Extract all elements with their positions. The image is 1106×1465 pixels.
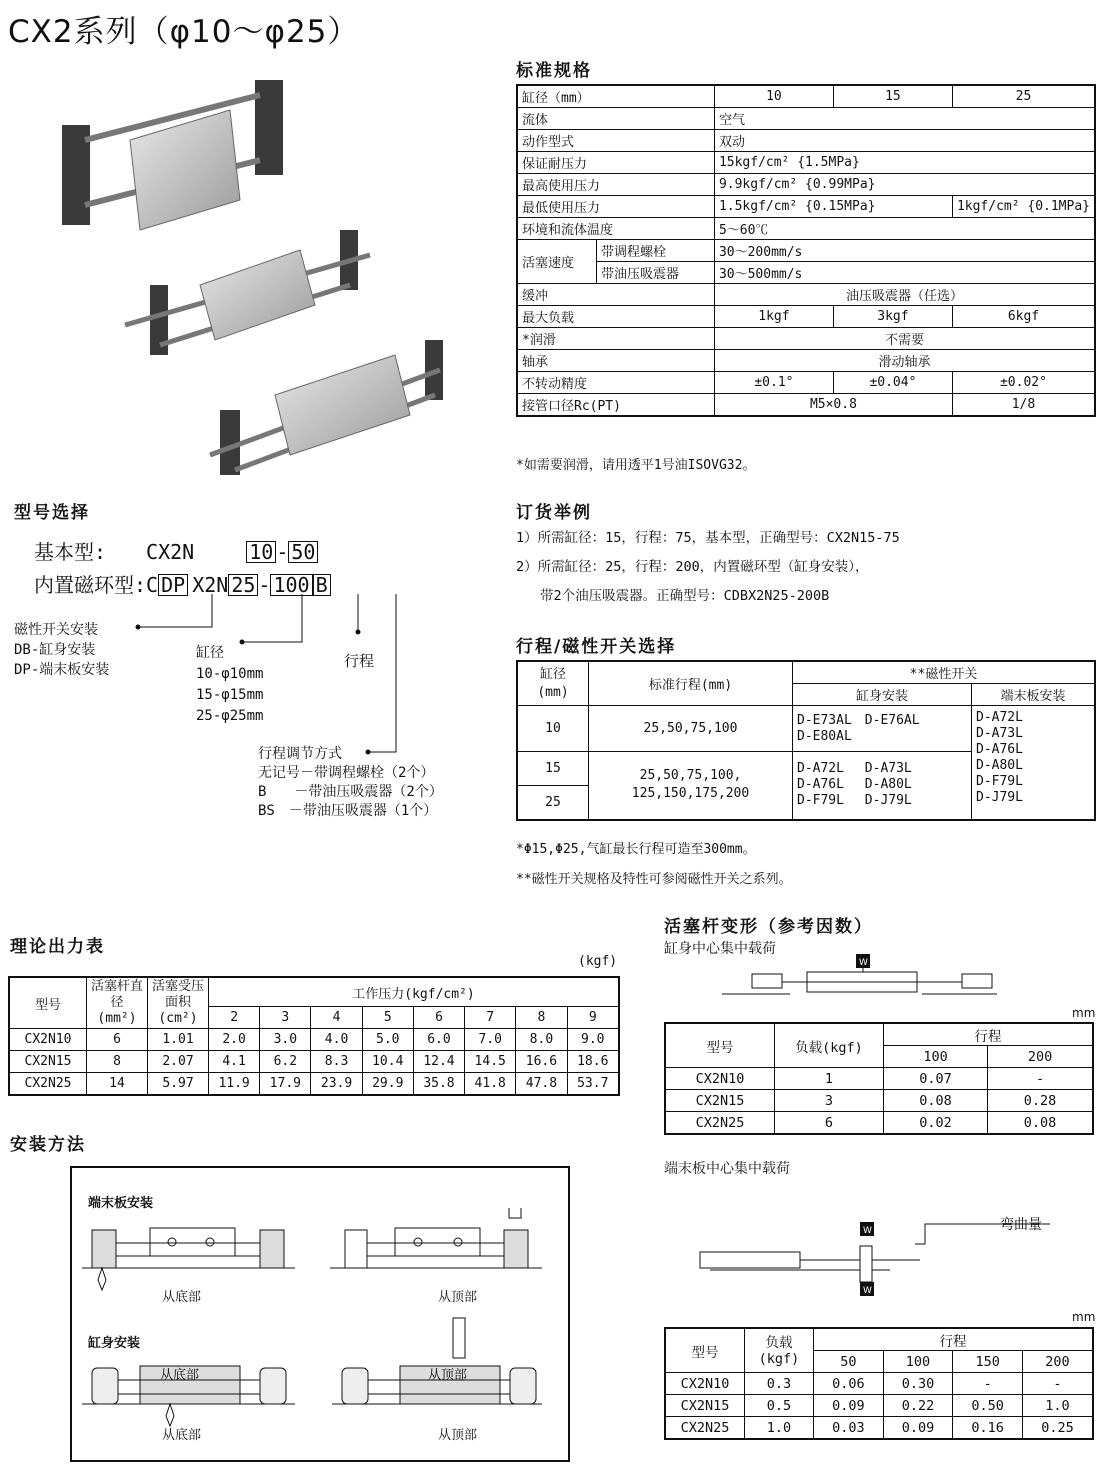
label-end-from-top: 从顶部 — [438, 1290, 478, 1305]
bend-label: 弯曲量 — [1000, 1217, 1042, 1233]
order-heading: 订货举例 — [516, 503, 592, 523]
deform-table-1 — [664, 1022, 1094, 1135]
table-row: CX2N10 6 1.01 2.0 3.0 4.0 5.0 6.0 7.0 8.0 9.0 — [9, 1029, 619, 1051]
cylinder-image-3 — [210, 340, 443, 475]
force-unit: (kgf) — [578, 954, 618, 969]
table-row: 最高使用压力 9.9kgf/cm² {0.99MPa} — [517, 174, 1095, 196]
stroke-note-2: **磁性开关规格及特性可参阅磁性开关之系列。 — [516, 872, 792, 887]
table-row: CX2N15 0.5 0.09 0.22 0.50 1.0 — [665, 1395, 1093, 1417]
table-row: CX2N25 1.0 0.03 0.09 0.16 0.25 — [665, 1417, 1093, 1440]
adjust-legend: 行程调节方式 无记号－带调程螺栓（2个） B －带油压吸震器（2个） BS －带油压吸震器（1个） — [258, 746, 443, 819]
table-row: 活塞速度 带调程螺栓 30～200mm/s — [517, 240, 1095, 262]
svg-text:W: W — [863, 1286, 872, 1296]
table-row: 25 — [517, 786, 1095, 820]
label-body-from-bottom: 从底部 — [162, 1428, 202, 1443]
model-leader-lines — [130, 592, 410, 762]
label-body-from-top: 从顶部 — [438, 1428, 478, 1443]
label-body-inner-bottom: 从底部 — [160, 1368, 200, 1383]
table-row: 型号 活塞杆直径(mm²) 活塞受压面积(cm²) 工作压力(kgf/cm²) — [9, 977, 619, 1007]
table-row: 动作型式 双动 — [517, 130, 1095, 152]
table-row: 15 25,50,75,100, 125,150,175,200 D-A72L D-A73L D-A76L D-A80L D-F79L D-J79L — [517, 752, 1095, 786]
bore-legend: 缸径 10-φ10mm 15-φ15mm 25-φ25mm — [196, 645, 264, 724]
table-row: CX2N15 3 0.08 0.28 — [665, 1090, 1093, 1112]
table-row: CX2N15 8 2.07 4.1 6.2 8.3 10.4 12.4 14.5 16.6 18.6 — [9, 1051, 619, 1073]
stroke-switch-table — [516, 660, 1096, 821]
table-row: 10 25,50,75,100 D-E73AL D-E76AL D-E80AL D-A72L D-A73L D-A76L D-A80L D-F79L D-J79L — [517, 706, 1095, 752]
mount-legend: 磁性开关安装 DB-缸身安装 DP-端末板安装 — [14, 622, 110, 678]
cylinder-image-2 — [125, 230, 370, 355]
table-row: 不转动精度 ±0.1° ±0.04° ±0.02° — [517, 372, 1095, 394]
force-table — [8, 976, 620, 1096]
install-heading: 安装方法 — [10, 1135, 86, 1155]
specs-table — [516, 84, 1096, 417]
specs-note: *如需要润滑，请用透平1号油ISOVG32。 — [516, 458, 756, 473]
force-heading: 理论出力表 — [10, 937, 105, 957]
table-row: 最大负载 1kgf 3kgf 6kgf — [517, 306, 1095, 328]
stroke-heading: 行程/磁性开关选择 — [516, 637, 677, 657]
table-row: 流体 空气 — [517, 108, 1095, 130]
svg-text:W: W — [863, 1226, 872, 1236]
table-row: CX2N10 0.3 0.06 0.30 - - — [665, 1373, 1093, 1395]
table-row: 轴承 滑动轴承 — [517, 350, 1095, 372]
table-row: CX2N10 1 0.07 - — [665, 1068, 1093, 1090]
deform-unit-1: mm — [1072, 1006, 1096, 1020]
cylinder-image-1 — [62, 80, 283, 230]
table-row: 缸径 (mm) 标准行程(mm) **磁性开关 — [517, 661, 1095, 684]
model-heading: 型号选择 — [14, 503, 90, 523]
page-title: CX2系列（φ10～φ25） — [8, 14, 360, 50]
table-row: 2 3 4 5 6 7 8 9 — [9, 1007, 619, 1029]
product-photo — [40, 70, 460, 490]
table-row: *润滑 不需要 — [517, 328, 1095, 350]
deform-heading: 活塞杆变形（参考因数） — [664, 917, 873, 937]
install-body-title: 缸身安装 — [88, 1336, 141, 1351]
basic-model-line: 基本型: CX2N 10 - 50 — [34, 536, 318, 565]
deform-sub2: 端末板中心集中载荷 — [664, 1161, 790, 1177]
deform-diagram-1 — [712, 952, 1012, 1012]
table-row: 接管口径Rc(PT) M5×0.8 1/8 — [517, 394, 1095, 417]
table-row: 缓冲 油压吸震器（任选） — [517, 284, 1095, 306]
table-row: CX2N25 14 5.97 11.9 17.9 23.9 29.9 35.8 41.8 47.8 53.7 — [9, 1073, 619, 1096]
specs-heading: 标准规格 — [516, 61, 592, 81]
deform-diagram-2 — [690, 1220, 1060, 1300]
table-row: 型号 负载(kgf) 行程 — [665, 1023, 1093, 1046]
order-examples: 1）所需缸径：15，行程：75，基本型，正确型号：CX2N15-75 2）所需缸径：25，行程：200，内置磁环型（缸身安装）， 带2个油压吸震器。正确型号：CDBX2N25-200B — [516, 530, 900, 604]
table-row: 环境和流体温度 5～60℃ — [517, 218, 1095, 240]
install-figures — [80, 1208, 560, 1428]
table-row: 带油压吸震器 30～500mm/s — [517, 262, 1095, 284]
table-row: 型号 负载(kgf) 行程 — [665, 1328, 1093, 1351]
label-body-inner-top: 从顶部 — [428, 1368, 468, 1383]
table-row: 缸径（mm） 10 15 25 — [517, 85, 1095, 108]
install-drawing — [70, 1166, 570, 1462]
table-row: 100 200 — [665, 1046, 1093, 1068]
deform-table-2 — [664, 1327, 1094, 1440]
svg-text:W: W — [859, 958, 868, 968]
table-row: 最低使用压力 1.5kgf/cm² {0.15MPa} 1kgf/cm² {0.1MPa} — [517, 196, 1095, 218]
deform-unit-2: mm — [1072, 1310, 1096, 1324]
magnetic-model-line: 内置磁环型:C DP X2N 25 - 100 B — [34, 569, 331, 598]
label-end-from-bottom: 从底部 — [162, 1290, 202, 1305]
install-end-title: 端末板安装 — [88, 1196, 154, 1211]
table-row: CX2N25 6 0.02 0.08 — [665, 1112, 1093, 1135]
table-row: 缸身安装 端末板安装 — [517, 684, 1095, 706]
table-row: 保证耐压力 15kgf/cm² {1.5MPa} — [517, 152, 1095, 174]
deform-sub1: 缸身中心集中载荷 — [664, 941, 776, 957]
table-row: 50 100 150 200 — [665, 1351, 1093, 1373]
stroke-note-1: *Φ15,Φ25,气缸最长行程可造至300mm。 — [516, 842, 756, 857]
stroke-legend: 行程 — [344, 652, 375, 670]
